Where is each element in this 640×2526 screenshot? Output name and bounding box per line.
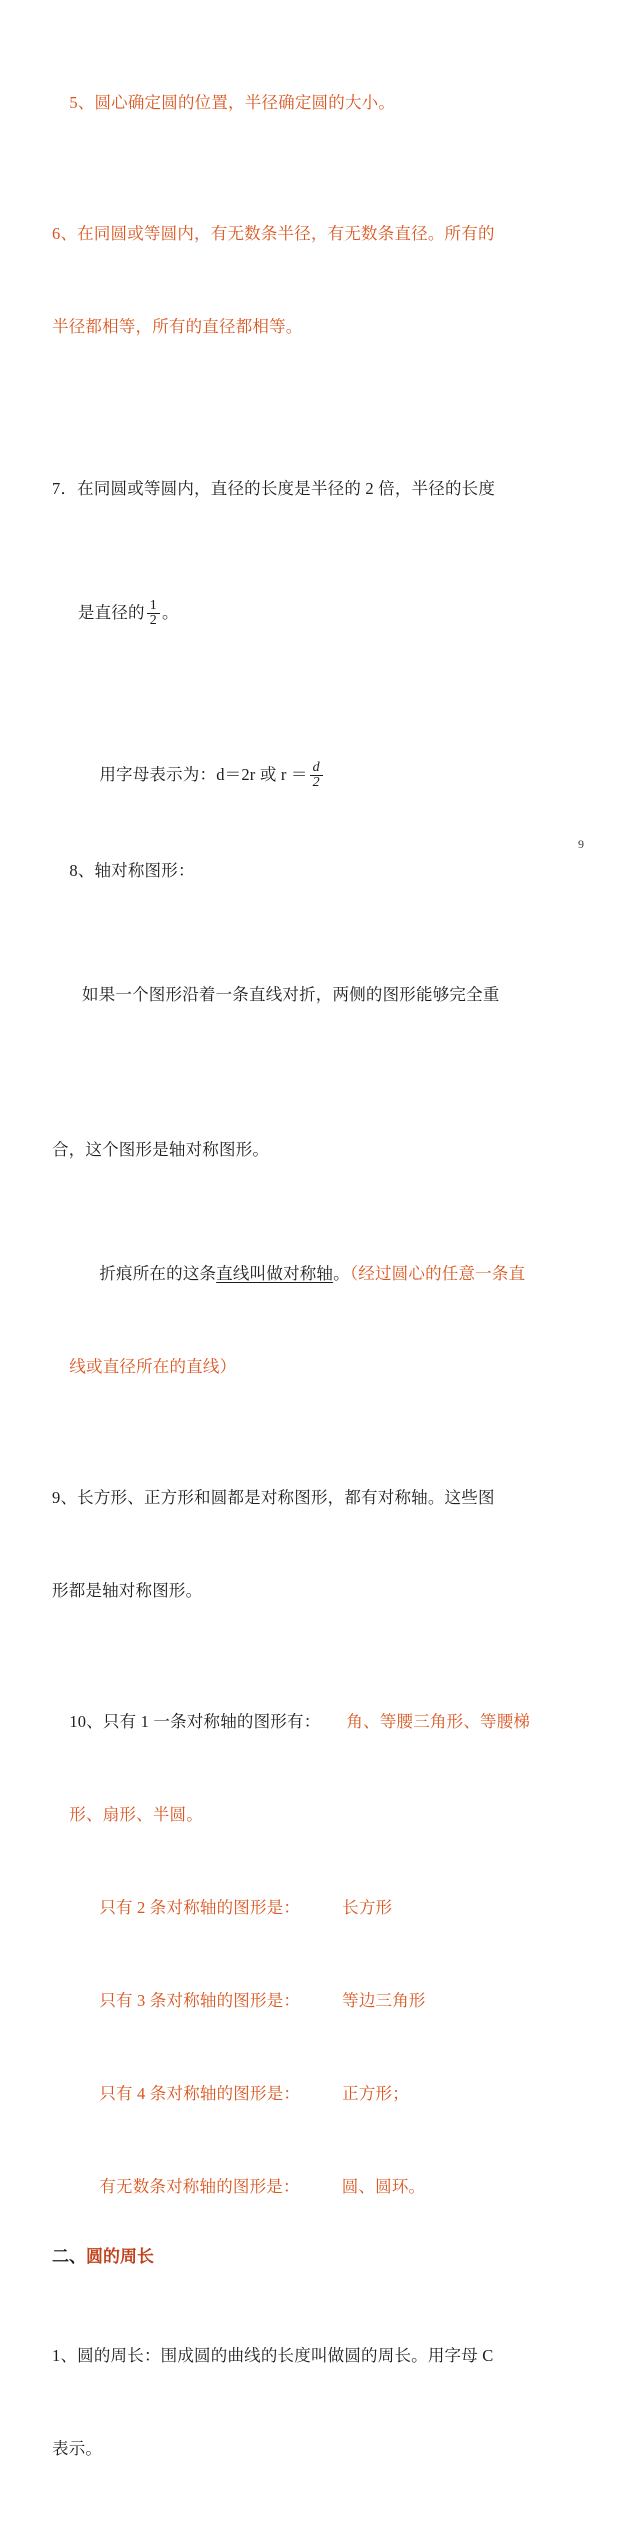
sub-item-2-axes	[52, 1861, 588, 1954]
fraction-denominator: 2	[149, 613, 157, 629]
paragraph-item-6	[52, 156, 588, 404]
item-9-line-2: 形都是轴对称图形。	[52, 1580, 203, 1600]
item-10-line-2-orange: 形、扇形、半圆。	[69, 1804, 203, 1824]
paragraph-item-9	[52, 1420, 588, 1668]
sub-item-infinite-value: 圆、圆环。	[341, 2176, 426, 2196]
spacer	[52, 149, 588, 156]
item-6-line-1: 6、在同圆或等圆内，有无数条半径，有无数条直径。所有的	[52, 224, 495, 243]
paragraph-item-8-note-cont	[52, 1320, 588, 1413]
section-heading-two	[52, 2240, 588, 2274]
item-7-line-1: 7．在同圆或等圆内，直径的长度是半径的 2 倍，半径的长度	[52, 479, 496, 498]
item-10-line-1-black: 10、只有 1 一条对称轴的图形有：	[69, 1711, 321, 1731]
sub-item-2-label: 只有 2 条对称轴的图形是：	[99, 1897, 301, 1917]
item-8-note-underlined: 直线叫做对称轴	[216, 1263, 334, 1283]
paragraph-item-8-body-cont	[52, 1072, 588, 1227]
sub-item-4-axes	[52, 2047, 588, 2140]
paragraph-item-7	[52, 411, 588, 722]
sub-item-3-axes	[52, 1954, 588, 2047]
section2-item-1-line-2: 表示。	[52, 2438, 103, 2458]
item-8-line-3: 合，这个图形是轴对称图形。	[52, 1139, 270, 1159]
paragraph-section2-item-1	[52, 2278, 588, 2526]
sub-item-3-value: 等边三角形	[342, 1990, 426, 2010]
fraction-denominator: 2	[312, 775, 320, 791]
item-7-line-2-text: 是直径的	[77, 603, 145, 622]
item-8-note-period: 。	[333, 1263, 350, 1283]
paragraph-item-8-title	[52, 824, 588, 917]
item-10-line-1-orange: 角、等腰三角形、等腰梯	[346, 1711, 531, 1731]
item-9-line-1: 9、长方形、正方形和圆都是对称图形，都有对称轴。这些图	[52, 1487, 495, 1507]
sub-item-4-value: 正方形；	[342, 2083, 409, 2103]
section-heading-title: 圆的周长	[86, 2246, 154, 2266]
sub-item-infinite-axes	[52, 2140, 588, 2233]
item-8-note-orange-1: （经过圆心的任意一条直	[349, 1263, 526, 1283]
item-6-line-2: 半径都相等，所有的直径都相等。	[52, 317, 303, 336]
fraction-numerator: 1	[147, 599, 160, 615]
paragraph-item-10-cont	[52, 1768, 588, 1861]
item-8-line-1: 8、轴对称图形：	[69, 860, 195, 880]
item-7-line-2-suffix: 。	[161, 603, 179, 622]
fraction-one-half	[147, 599, 160, 629]
paragraph-item-5	[52, 56, 588, 149]
item-5-line-1: 5、圆心确定圆的位置，半径确定圆的大小。	[69, 93, 396, 112]
fraction-d-over-2	[310, 761, 323, 791]
sub-item-infinite-label: 有无数条对称轴的图形是：	[99, 2176, 300, 2196]
spacer	[52, 404, 588, 411]
item-7-line-2	[52, 566, 588, 660]
sub-item-2-value: 长方形	[342, 1897, 393, 1917]
sub-item-4-label: 只有 4 条对称轴的图形是：	[99, 2083, 301, 2103]
paragraph-item-8-body	[52, 917, 588, 1072]
section2-item-1-line-1: 1、圆的周长：围成圆的曲线的长度叫做圆的周长。用字母 C	[52, 2345, 494, 2365]
item-8-note-prefix: 折痕所在的这条	[99, 1263, 217, 1283]
spacer	[52, 1668, 588, 1675]
paragraph-item-10	[52, 1675, 588, 1768]
formula-text: 用字母表示为：d＝2r 或 r ＝	[99, 764, 308, 784]
page-number: 9	[578, 837, 584, 851]
formula-line	[52, 728, 588, 822]
section-heading-prefix: 二、	[52, 2246, 86, 2266]
item-8-line-2: 如果一个图形沿着一条直线对折，两侧的图形能够完全重	[82, 984, 500, 1004]
spacer	[52, 1413, 588, 1420]
spacer	[52, 2233, 588, 2240]
fraction-numerator: d	[310, 761, 323, 777]
item-8-note-orange-2: 线或直径所在的直线）	[69, 1356, 237, 1376]
sub-item-3-label: 只有 3 条对称轴的图形是：	[99, 1990, 301, 2010]
paragraph-item-8-note	[52, 1227, 588, 1320]
